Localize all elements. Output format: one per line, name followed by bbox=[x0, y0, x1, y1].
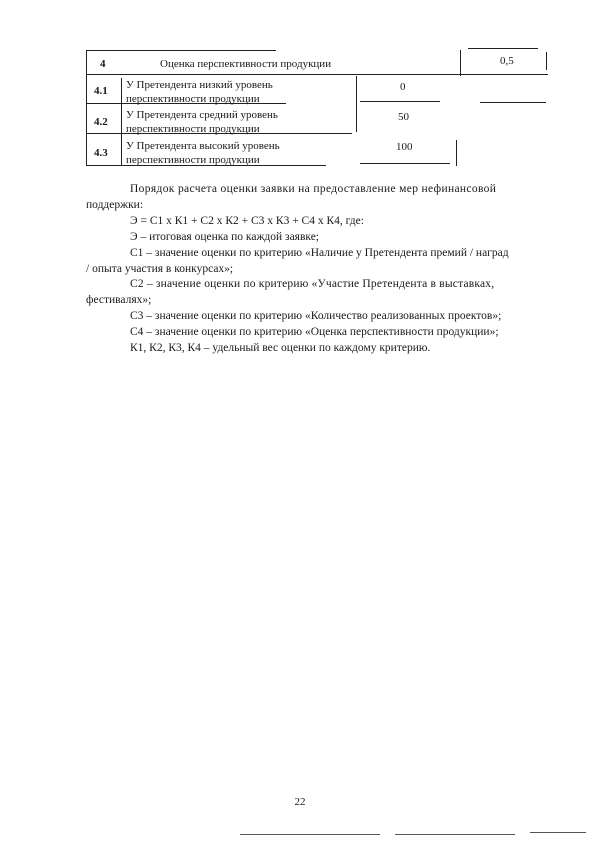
criterion-line: перспективности продукции bbox=[126, 93, 260, 105]
table-rule bbox=[121, 78, 122, 166]
row-number: 4.2 bbox=[94, 116, 108, 128]
scan-footer-rule bbox=[395, 834, 515, 835]
paragraph-line: С3 – значение оценки по критерию «Количество реализованных проектов»; bbox=[130, 310, 502, 322]
table-rule bbox=[86, 74, 548, 75]
criterion-title: Оценка перспективности продукции bbox=[160, 58, 332, 70]
scoring-table bbox=[0, 0, 596, 190]
paragraph-line: фестивалях»; bbox=[86, 294, 152, 306]
paragraph-line: С1 – значение оценки по критерию «Наличие у Претендента премий / наград bbox=[130, 247, 509, 259]
table-rule bbox=[546, 52, 547, 70]
score-value: 0 bbox=[400, 81, 406, 93]
table-rule bbox=[456, 140, 457, 166]
paragraph-line: Порядок расчета оценки заявки на предоставление мер нефинансовой bbox=[130, 183, 497, 195]
table-rule bbox=[468, 48, 538, 49]
score-value: 50 bbox=[398, 111, 409, 123]
criterion-line: У Претендента высокий уровень bbox=[126, 140, 280, 152]
table-rule bbox=[360, 163, 450, 164]
table-rule bbox=[480, 102, 546, 103]
criterion-line: перспективности продукции bbox=[126, 154, 260, 166]
row-number: 4 bbox=[100, 58, 106, 70]
paragraph-line: Э – итоговая оценка по каждой заявке; bbox=[130, 231, 319, 243]
scan-footer-rule bbox=[530, 832, 586, 833]
page-number: 22 bbox=[294, 796, 306, 808]
criterion-line: У Претендента низкий уровень bbox=[126, 79, 273, 91]
paragraph-line: / опыта участия в конкурсах»; bbox=[86, 263, 234, 275]
paragraph-line: поддержки: bbox=[86, 199, 144, 211]
paragraph-line: С4 – значение оценки по критерию «Оценка перспективности продукции»; bbox=[130, 326, 499, 338]
criterion-weight: 0,5 bbox=[500, 55, 514, 67]
formula-line: Э = С1 х К1 + С2 х К2 + С3 х К3 + С4 х К4, где: bbox=[130, 215, 364, 227]
scan-footer-rule bbox=[240, 834, 380, 835]
row-number: 4.1 bbox=[94, 85, 108, 97]
row-number: 4.3 bbox=[94, 147, 108, 159]
criterion-line: У Претендента средний уровень bbox=[126, 109, 278, 121]
table-rule bbox=[86, 50, 87, 166]
table-rule bbox=[356, 76, 357, 132]
paragraph-line: К1, К2, К3, К4 – удельный вес оценки по каждому критерию. bbox=[130, 342, 431, 354]
table-rule bbox=[460, 50, 461, 76]
criterion-line: перспективности продукции bbox=[126, 123, 260, 135]
paragraph-line: С2 – значение оценки по критерию «Участие Претендента в выставках, bbox=[130, 278, 495, 290]
table-rule bbox=[86, 50, 276, 51]
score-value: 100 bbox=[396, 141, 413, 153]
table-rule bbox=[360, 101, 440, 102]
